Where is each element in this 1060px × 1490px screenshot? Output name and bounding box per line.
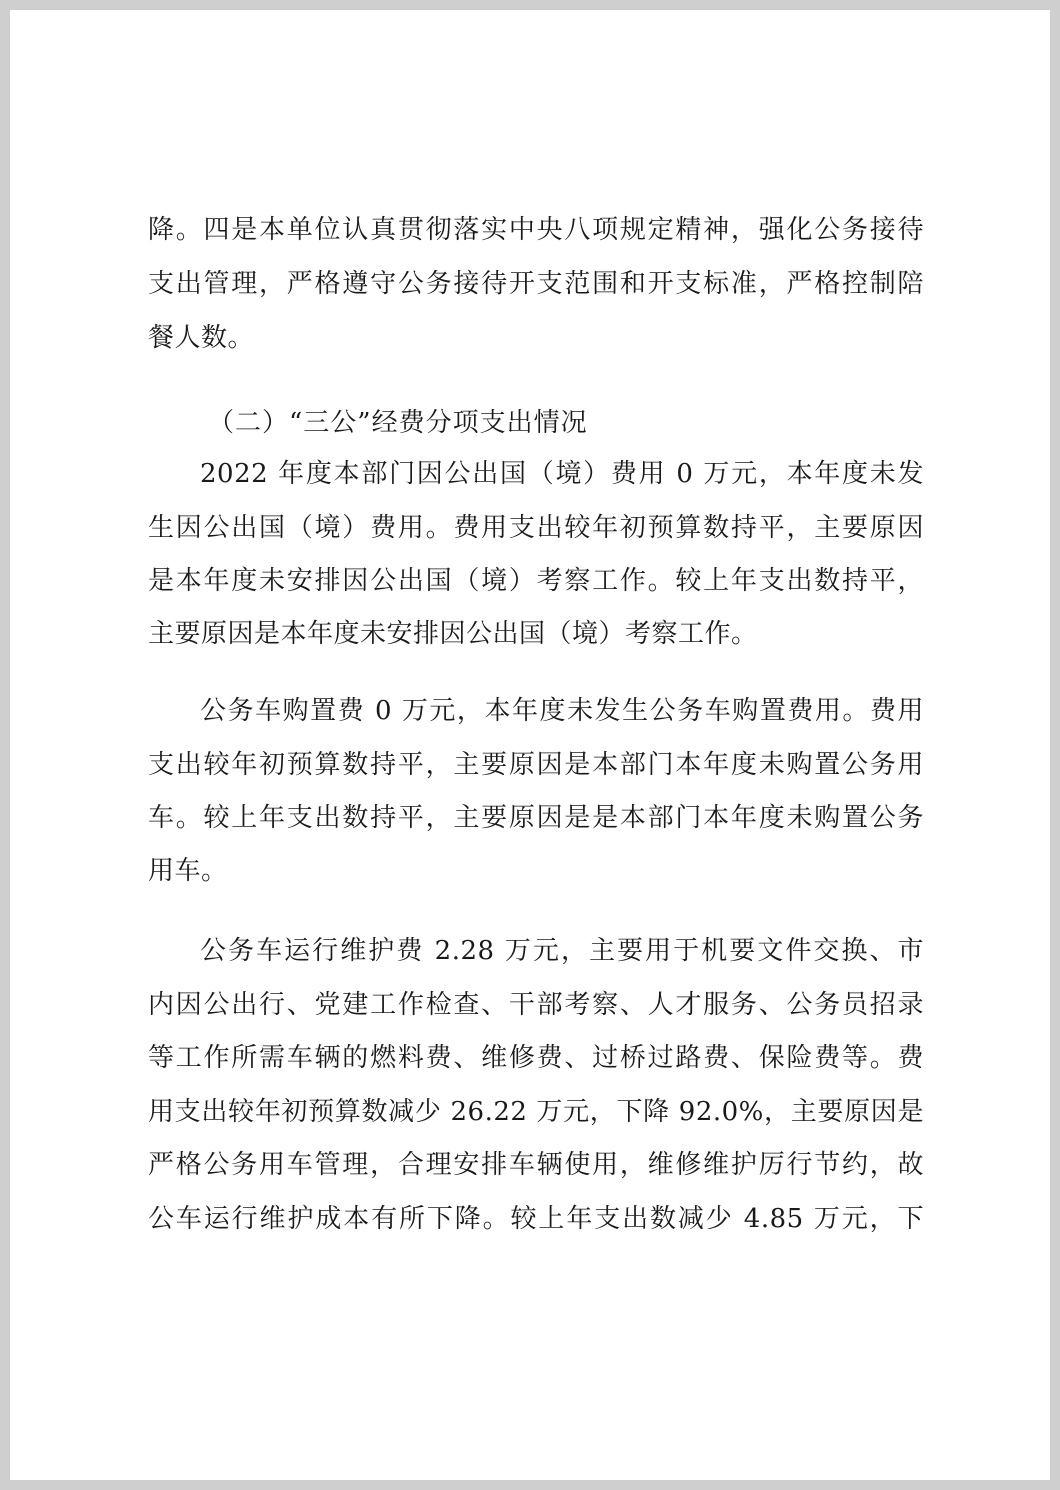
paragraph-line: 是本年度未安排因公出国（境）考察工作。较上年支出数持平， <box>148 566 924 596</box>
paragraph-line: 用支出较年初预算数减少 26.22 万元，下降 92.0%，主要原因是 <box>148 1097 924 1127</box>
paragraph-line: 餐人数。 <box>148 323 255 353</box>
paragraph-line: 车。较上年支出数持平，主要原因是是本部门本年度未购置公务 <box>148 803 924 833</box>
paragraph-line: 降。四是本单位认真贯彻落实中央八项规定精神，强化公务接待 <box>148 215 924 245</box>
paragraph-line: 主要原因是本年度未安排因公出国（境）考察工作。 <box>148 619 758 649</box>
paragraph-line: 公务车运行维护费 2.28 万元，主要用于机要文件交换、市 <box>200 936 924 966</box>
paragraph-line: 严格公务用车管理，合理安排车辆使用，维修维护厉行节约，故 <box>148 1150 924 1180</box>
document-page <box>10 10 1050 1480</box>
paragraph-line: 用车。 <box>148 856 228 886</box>
paragraph-line: 支出较年初预算数持平，主要原因是本部门本年度未购置公务用 <box>148 750 924 780</box>
paragraph-line: 支出管理，严格遵守公务接待开支范围和开支标准，严格控制陪 <box>148 269 924 299</box>
section-heading: （二）“三公”经费分项支出情况 <box>208 408 588 438</box>
paragraph-line: 2022 年度本部门因公出国（境）费用 0 万元，本年度未发 <box>200 459 924 489</box>
paragraph-line: 内因公出行、党建工作检查、干部考察、人才服务、公务员招录 <box>148 990 924 1020</box>
paragraph-line: 生因公出国（境）费用。费用支出较年初预算数持平，主要原因 <box>148 513 924 543</box>
paragraph-line: 公务车购置费 0 万元，本年度未发生公务车购置费用。费用 <box>200 696 924 726</box>
paragraph-line: 等工作所需车辆的燃料费、维修费、过桥过路费、保险费等。费 <box>148 1043 924 1073</box>
paragraph-line: 公车运行维护成本有所下降。较上年支出数减少 4.85 万元，下 <box>148 1204 924 1234</box>
